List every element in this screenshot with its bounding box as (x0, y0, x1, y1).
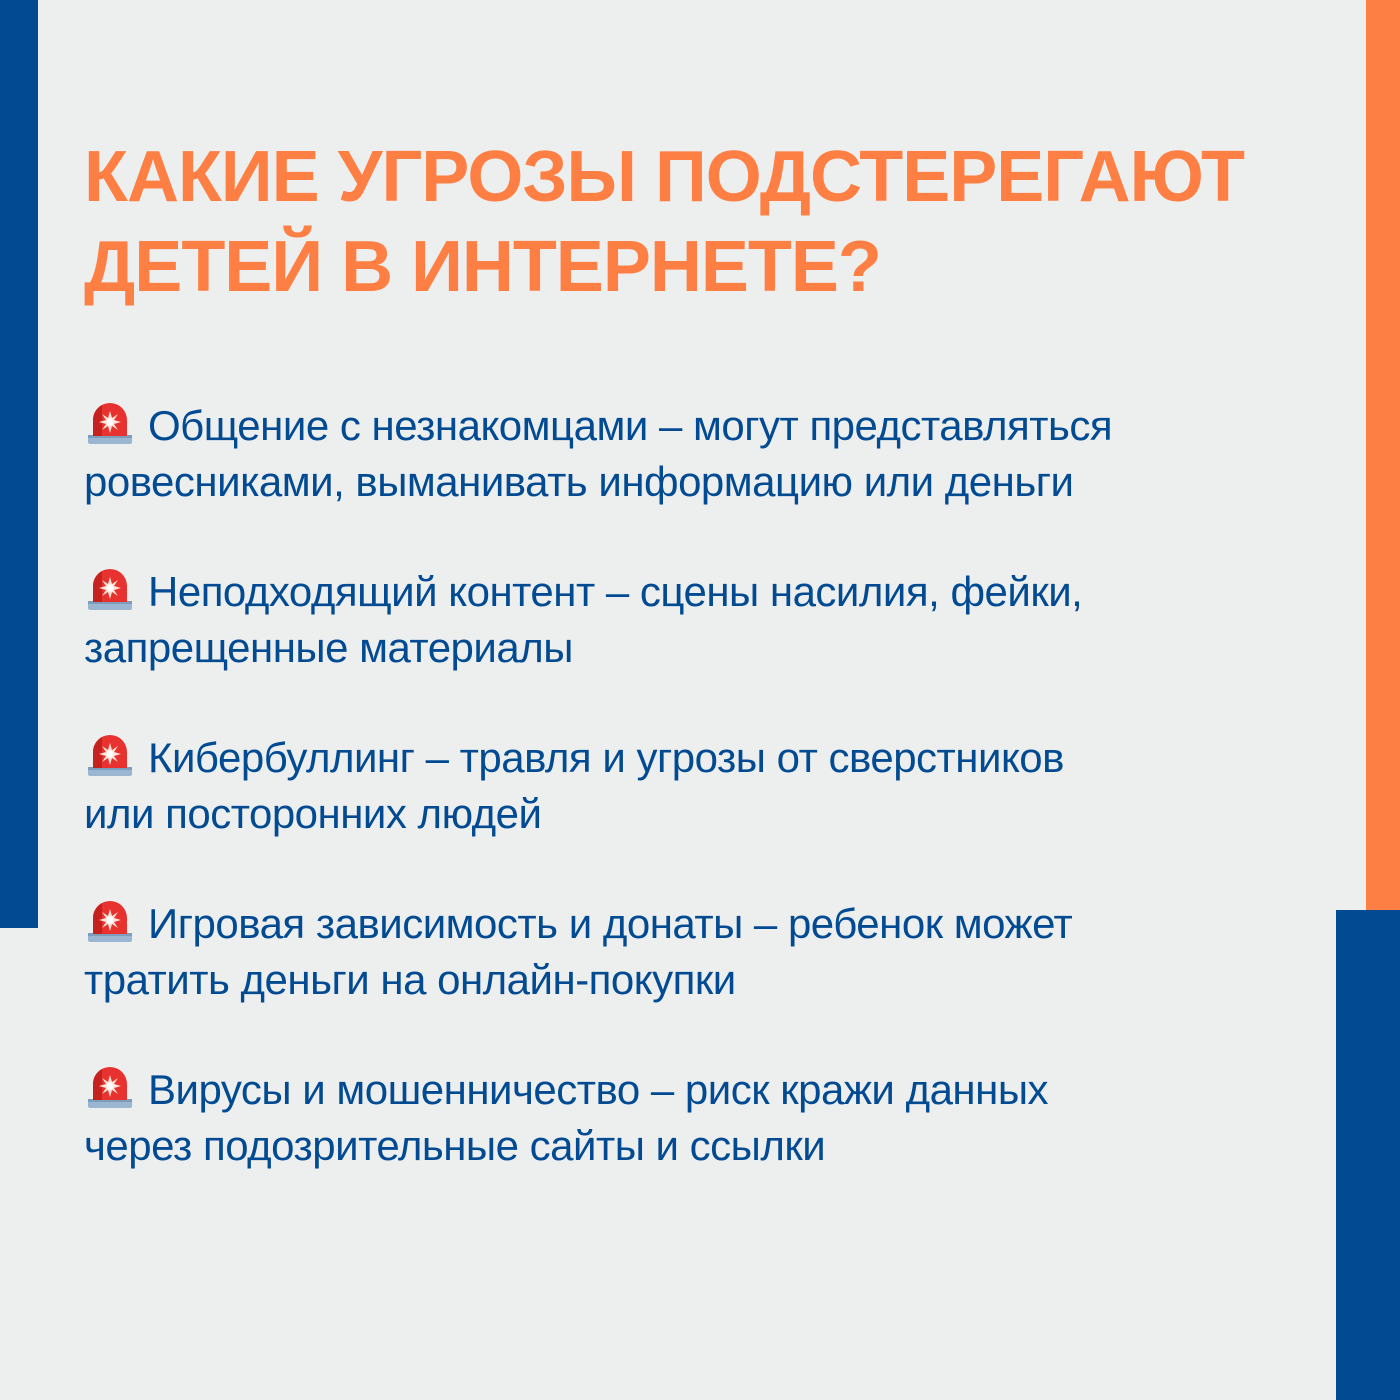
threat-item-line (84, 564, 1324, 620)
threat-text-line-2: тратить деньги на онлайн-покупки (84, 956, 736, 1003)
right-blue-stripe (1336, 910, 1400, 1400)
threat-item-line (84, 896, 1324, 952)
threat-item-cyberbullying (84, 730, 1324, 896)
page-title-line-1: КАКИЕ УГРОЗЫ ПОДСТЕРЕГАЮТ (84, 137, 1245, 217)
police-siren-icon (84, 402, 136, 444)
threat-text-line-1: Вирусы и мошенничество – риск кражи данных (148, 1066, 1049, 1113)
police-siren-icon (84, 568, 136, 610)
threat-text-line-2: или посторонних людей (84, 790, 542, 837)
threat-item-strangers (84, 398, 1324, 564)
threat-item-content (84, 564, 1324, 730)
police-siren-icon (84, 734, 136, 776)
threat-item-line (84, 730, 1324, 786)
left-blue-stripe (0, 0, 38, 928)
page-title-line-2: ДЕТЕЙ В ИНТЕРНЕТЕ? (84, 227, 881, 307)
threat-text-line-2: запрещенные материалы (84, 624, 573, 671)
threat-item-viruses (84, 1062, 1324, 1228)
threat-text-line-2: ровесниками, выманивать информацию или деньги (84, 458, 1074, 505)
threat-text-line-1: Кибербуллинг – травля и угрозы от сверстников (148, 734, 1064, 781)
threat-list (84, 398, 1324, 1228)
threat-item-gaming (84, 896, 1324, 1062)
page-title (84, 132, 1324, 312)
threat-text-line-1: Неподходящий контент – сцены насилия, фейки, (148, 568, 1083, 615)
threat-text-line-1: Игровая зависимость и донаты – ребенок может (148, 900, 1073, 947)
police-siren-icon (84, 900, 136, 942)
police-siren-icon (84, 1066, 136, 1108)
threat-text-line-2: через подозрительные сайты и ссылки (84, 1122, 826, 1169)
threat-text-line-1: Общение с незнакомцами – могут представляться (148, 402, 1113, 449)
threat-item-line (84, 398, 1324, 454)
threat-item-line (84, 1062, 1324, 1118)
